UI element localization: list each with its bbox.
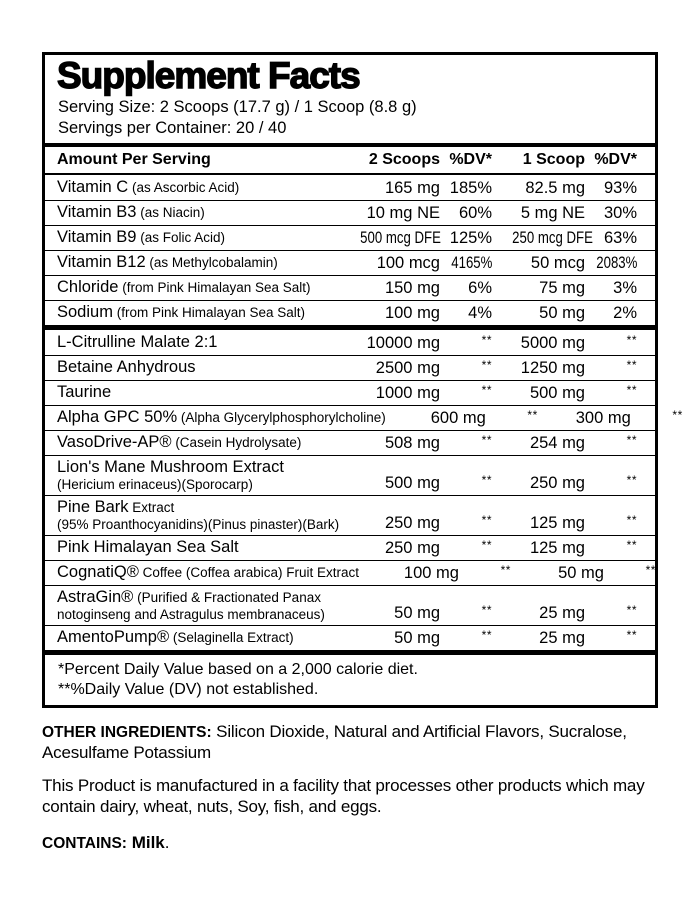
ingredient-name: AmentoPump® (Selaginella Extract) (57, 628, 294, 647)
amount-value: 10000 mg (366, 333, 440, 352)
ingredient-name: AstraGin® (Purified & Fractionated Panax notoginseng and Astragulus membranaceus) (57, 588, 325, 623)
table-row (45, 355, 655, 380)
ingredient-name: Taurine (57, 383, 112, 402)
daily-value: 6% (468, 278, 492, 297)
contains-period: . (164, 832, 170, 852)
ingredient-name: Pink Himalayan Sea Salt (57, 538, 239, 557)
amount-value: 1250 mg (520, 358, 585, 377)
amount-value: 25 mg (539, 628, 585, 647)
facility-warning-paragraph: This Product is manufactured in a facility that processes other products which may contain dairy, wheat, nuts, Soy, fish, and eggs. (42, 776, 645, 816)
daily-value: ** (481, 537, 492, 552)
ingredient-name: Pine Bark Extract (95% Proanthocyanidins)(Pinus pinaster)(Bark) (57, 498, 340, 533)
amount-value: 10 mg NE (366, 203, 440, 222)
daily-value: ** (481, 602, 492, 617)
daily-value: ** (626, 512, 637, 527)
daily-value: ** (481, 512, 492, 527)
other-ingredients-text: Silicon Dioxide, Natural and Artificial Flavors, Sucralose, Acesulfame Potassium (42, 722, 627, 762)
column-header-dv-1scoop: %DV* (594, 151, 637, 169)
daily-value: ** (645, 562, 656, 577)
ingredient-name: VasoDrive-AP® (Casein Hydrolysate) (57, 433, 302, 452)
amount-value: 75 mg (539, 278, 585, 297)
table-section (45, 330, 683, 650)
amount-value: 50 mg (394, 628, 440, 647)
amount-value: 5 mg NE (520, 203, 585, 222)
daily-value: 125% (449, 228, 492, 247)
ingredient-name: Sodium (from Pink Himalayan Sea Salt) (57, 303, 306, 322)
daily-value: ** (626, 332, 637, 347)
daily-value: 63% (603, 228, 637, 247)
table-row (45, 200, 655, 225)
daily-value: 4165% (450, 253, 492, 272)
table-row (45, 495, 655, 535)
amount-value: 500 mg (529, 383, 585, 402)
amount-value: 125 mg (529, 513, 585, 532)
amount-value: 508 mg (384, 433, 440, 452)
amount-value: 82.5 mg (525, 178, 585, 197)
daily-value: ** (626, 472, 637, 487)
supplement-facts-panel (42, 52, 683, 708)
table-row (45, 535, 655, 560)
table-row (45, 300, 655, 325)
daily-value: 93% (603, 178, 637, 197)
ingredient-name: Betaine Anhydrous (57, 358, 196, 377)
daily-value: ** (500, 562, 511, 577)
amount-value: 500 mcg DFE (360, 228, 441, 247)
daily-value: 60% (458, 203, 492, 222)
table-row (45, 430, 655, 455)
amount-value: 250 mg (384, 513, 440, 532)
other-ingredients-label: OTHER INGREDIENTS: (42, 724, 212, 742)
daily-value: 30% (603, 203, 637, 222)
amount-value: 100 mg (403, 563, 459, 582)
table-header-row (45, 147, 655, 175)
daily-value: ** (481, 432, 492, 447)
daily-value: ** (626, 357, 637, 372)
table-row (45, 405, 683, 430)
column-header-dv-2scoops: %DV* (449, 151, 492, 169)
daily-value: ** (626, 537, 637, 552)
daily-value: ** (626, 627, 637, 642)
other-ingredients-paragraph (42, 722, 660, 763)
table-section (45, 175, 655, 325)
column-header-2-scoops: 2 Scoops (368, 151, 440, 169)
daily-value: ** (481, 357, 492, 372)
table-row (45, 225, 655, 250)
daily-value: ** (527, 407, 538, 422)
amount-value: 5000 mg (520, 333, 585, 352)
contains-label: CONTAINS: (42, 834, 127, 852)
serving-size-line: Serving Size: 2 Scoops (17.7 g) / 1 Scoop (8.8 g) (58, 97, 417, 116)
amount-value: 50 mg (394, 603, 440, 622)
amount-value: 500 mg (384, 473, 440, 492)
amount-value: 100 mcg (376, 253, 440, 272)
daily-value: ** (481, 332, 492, 347)
amount-value: 50 mg (558, 563, 604, 582)
ingredient-name: Alpha GPC 50% (Alpha Glycerylphosphorylcholine) (57, 408, 386, 427)
amount-value: 150 mg (384, 278, 440, 297)
ingredient-name: L-Citrulline Malate 2:1 (57, 332, 218, 351)
footnote-daily-value: *Percent Daily Value based on a 2,000 calorie diet. (58, 661, 418, 679)
amount-value: 125 mg (529, 538, 585, 557)
amount-value: 250 mg (529, 473, 585, 492)
daily-value: 2% (613, 303, 637, 322)
table-row (45, 455, 655, 495)
daily-value: 185% (449, 178, 492, 197)
below-panel-text (42, 708, 660, 853)
table-row (45, 275, 655, 300)
amount-value: 50 mcg (530, 253, 585, 272)
amount-value: 250 mg (384, 538, 440, 557)
daily-value: 3% (613, 278, 637, 297)
amount-value: 1000 mg (375, 383, 440, 402)
table-row (45, 560, 655, 585)
servings-per-container-line: Servings per Container: 20 / 40 (58, 118, 287, 137)
amount-value: 600 mg (430, 408, 486, 427)
ingredient-name: CognatiQ® Coffee (Coffea arabica) Fruit Extract (57, 563, 359, 582)
column-header-amount-per-serving: Amount Per Serving (57, 151, 211, 169)
amount-value: 300 mg (575, 408, 631, 427)
daily-value: ** (672, 407, 683, 422)
amount-value: 165 mg (384, 178, 440, 197)
footnote-dv-not-established: **%Daily Value (DV) not established. (58, 680, 319, 698)
table-row (45, 330, 655, 355)
table-row (45, 175, 655, 200)
amount-value: 50 mg (539, 303, 585, 322)
ingredient-name: Vitamin B12 (as Methylcobalamin) (57, 253, 278, 272)
amount-value: 2500 mg (375, 358, 440, 377)
ingredient-name: Vitamin B3 (as Niacin) (57, 203, 205, 222)
panel-title: Supplement Facts (57, 55, 360, 96)
ingredient-name: Lion's Mane Mushroom Extract (Hericium erinaceus)(Sporocarp) (57, 458, 284, 492)
ingredient-name: Vitamin C (as Ascorbic Acid) (57, 177, 240, 196)
table-row (45, 585, 655, 625)
amount-value: 100 mg (384, 303, 440, 322)
ingredient-name: Vitamin B9 (as Folic Acid) (57, 228, 226, 247)
daily-value: ** (626, 382, 637, 397)
contains-value: Milk (126, 832, 165, 852)
daily-value: ** (626, 432, 637, 447)
daily-value: ** (481, 472, 492, 487)
daily-value: ** (481, 382, 492, 397)
daily-value: ** (626, 602, 637, 617)
footnotes-block (45, 655, 655, 705)
table-row (45, 625, 655, 650)
amount-value: 254 mg (529, 433, 585, 452)
ingredient-name: Chloride (from Pink Himalayan Sea Salt) (57, 278, 311, 297)
contains-line (42, 833, 660, 853)
daily-value: ** (481, 627, 492, 642)
daily-value: 2083% (595, 253, 637, 272)
amount-value: 250 mcg DFE (512, 228, 593, 247)
table-row (45, 250, 655, 275)
daily-value: 4% (468, 303, 492, 322)
table-body (45, 175, 683, 650)
column-header-1-scoop: 1 Scoop (522, 151, 585, 169)
amount-value: 25 mg (539, 603, 585, 622)
table-row (45, 380, 655, 405)
